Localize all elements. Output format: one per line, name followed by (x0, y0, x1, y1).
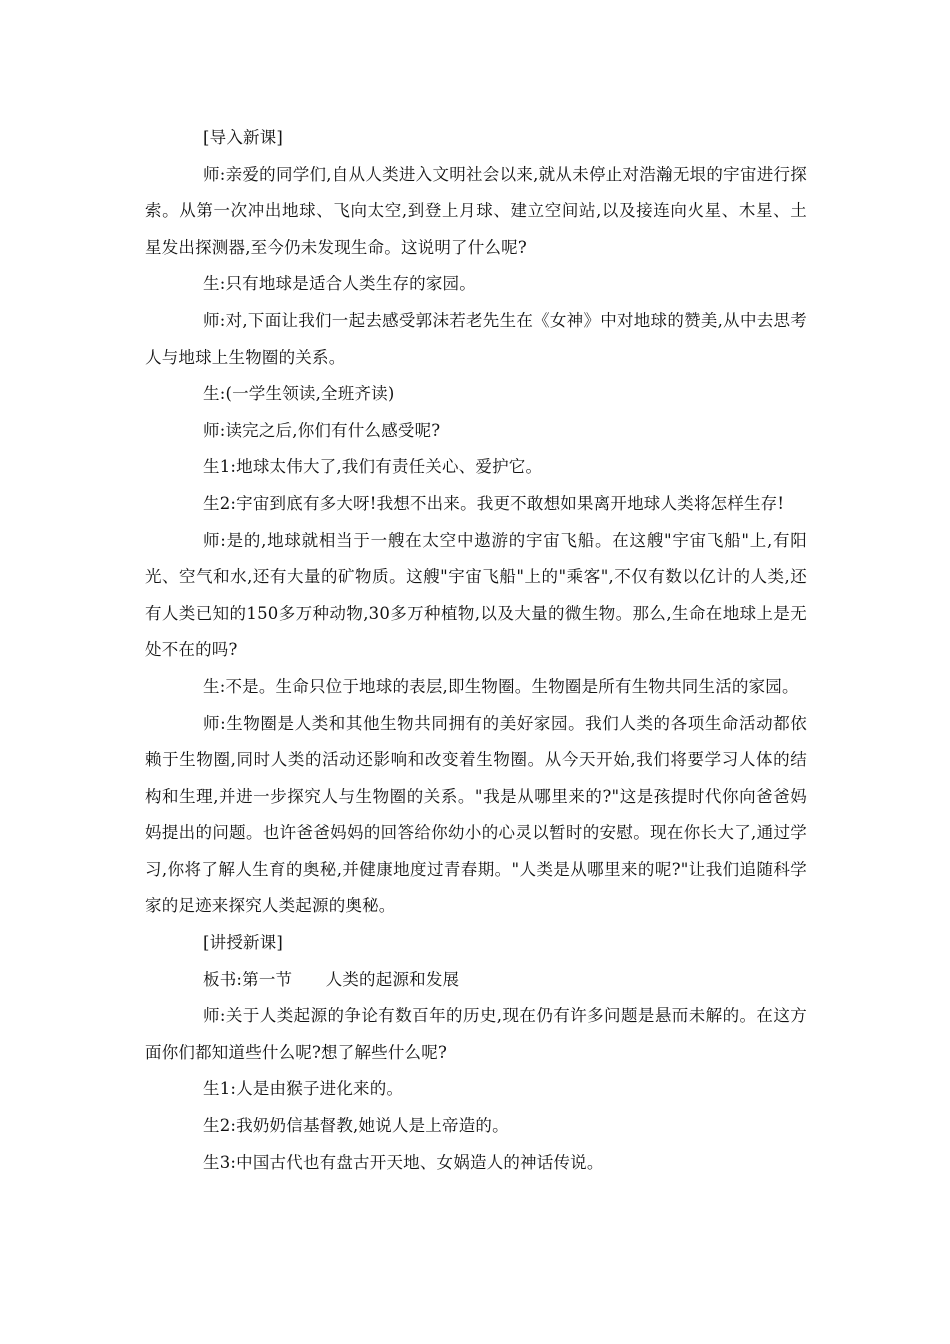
board-writing: 板书:第一节 人类的起源和发展 (203, 969, 460, 989)
paragraph: 生3:中国古代也有盘古开天地、女娲造人的神话传说。 (203, 1152, 604, 1172)
paragraph: 生2:宇宙到底有多大呀!我想不出来。我更不敢想如果离开地球人类将怎样生存! (203, 493, 785, 513)
section-heading-lecture: [讲授新课] (203, 933, 284, 953)
paragraph: 师:读完之后,你们有什么感受呢? (203, 420, 441, 440)
paragraph: 生:只有地球是适合人类生存的家园。 (203, 274, 476, 294)
paragraph: 生:(一学生领读,全班齐读) (203, 384, 395, 404)
paragraph: 生1:人是由猴子进化来的。 (203, 1079, 404, 1099)
paragraph: 师:是的,地球就相当于一艘在太空中遨游的宇宙飞船。在这艘"宇宙飞船"上,有阳光、空气和水,还有大量的矿物质。这艘"宇宙飞船"上的"乘客",不仅有数以亿计的人类,还有人类已知的150多万种动物,30多万种植物,以及大量的微生物。那么,生命在地球上是无处不在的吗? (145, 530, 807, 660)
paragraph: 生2:我奶奶信基督教,她说人是上帝造的。 (203, 1116, 509, 1136)
section-heading-intro: [导入新课] (203, 128, 284, 147)
paragraph: 师:生物圈是人类和其他生物共同拥有的美好家园。我们人类的各项生命活动都依赖于生物圈,同时人类的活动还影响和改变着生物圈。从今天开始,我们将要学习人体的结构和生理,并进一步探究人与生物圈的关系。"我是从哪里来的?"这是孩提时代你向爸爸妈妈提出的问题。也许爸爸妈妈的回答给你幼小的心灵以暂时的安慰。现在你长大了,通过学习,你将了解人生育的奥秘,并健康地度过青春期。"人类是从哪里来的呢?"让我们追随科学家的足迹来探究人类起源的奥秘。 (145, 713, 807, 916)
paragraph: 师:对,下面让我们一起去感受郭沫若老先生在《女神》中对地球的赞美,从中去思考人与地球上生物圈的关系。 (145, 310, 807, 367)
paragraph: 生:不是。生命只位于地球的表层,即生物圈。生物圈是所有生物共同生活的家园。 (203, 676, 799, 696)
paragraph: 师:亲爱的同学们,自从人类进入文明社会以来,就从未停止对浩瀚无垠的宇宙进行探索。从第一次冲出地球、飞向太空,到登上月球、建立空间站,以及接连向火星、木星、土星发出探测器,至今仍未发现生命。这说明了什么呢? (145, 164, 807, 257)
paragraph: 生1:地球太伟大了,我们有责任关心、爱护它。 (203, 457, 543, 477)
document-page (145, 120, 807, 1181)
paragraph: 师:关于人类起源的争论有数百年的历史,现在仍有许多问题是悬而未解的。在这方面你们都知道些什么呢?想了解些什么呢? (145, 1006, 807, 1062)
